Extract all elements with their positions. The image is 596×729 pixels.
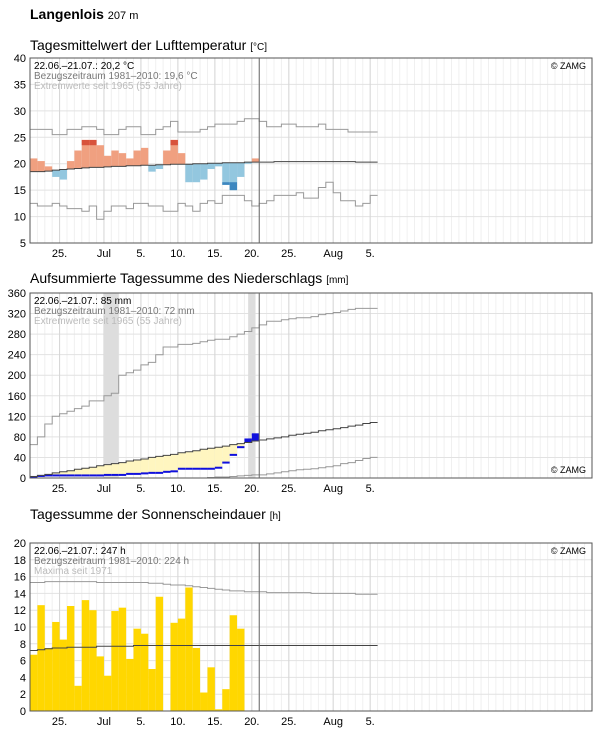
sunshine-bar [45,648,52,711]
x-tick-label: 25. [281,248,297,260]
y-tick-label: 15 [13,185,26,198]
temperature-bar [97,145,104,167]
legend-entry: Maxima seit 1971 [34,566,113,577]
deficit-area [141,459,148,473]
x-tick-label: 5. [365,483,375,495]
deficit-area [82,468,89,475]
temperature-bar [67,161,74,169]
x-tick-label: 15. [207,483,223,495]
x-tick-label: Jul [96,248,111,260]
x-tick-label: 20. [244,248,260,260]
x-tick-label: Jul [96,716,111,728]
deficit-area [207,448,214,469]
y-tick-label: 10 [13,211,26,224]
temperature-bar-extreme [89,140,96,145]
deficit-area [97,466,104,476]
temperature-bar [156,165,163,169]
deficit-area [215,447,222,468]
sunshine-chart [14,538,592,728]
y-tick-label: 80 [13,431,26,444]
sunshine-bar [222,689,229,711]
y-tick-label: 5 [19,238,26,250]
temperature-bar-extreme [82,140,89,145]
deficit-area [200,449,207,469]
sunshine-bar [148,669,155,711]
temperature-bar [200,164,207,180]
y-tick-label: 4 [19,672,26,685]
temperature-bar [163,151,170,165]
y-tick-label: 20 [13,538,26,550]
sunshine-bar [111,611,118,711]
temperature-bar [252,158,259,162]
y-tick-label: 30 [13,105,26,118]
x-tick-label: 10. [170,483,186,495]
credit-label: © ZAMG [550,546,586,556]
y-tick-label: 14 [13,588,26,601]
temperature-unit: [°C] [250,42,267,53]
deficit-area [193,451,200,469]
y-tick-label: 8 [19,638,26,651]
y-tick-label: 200 [7,370,26,383]
sunshine-bar [82,600,89,711]
x-tick-label: 25. [51,716,68,728]
temperature-bar [30,158,37,171]
sunshine-bar [200,693,207,711]
sunshine-bar [30,655,37,711]
sunshine-bar [171,623,178,711]
sunshine-title-text: Tagessumme der Sonnenscheindauer [30,506,266,522]
legend-entry: Bezugszeitraum 1981–2010: 19,6 °C [34,71,198,82]
x-tick-label: 10. [170,716,186,728]
temperature-title-text: Tagesmittelwert der Lufttemperatur [30,37,247,53]
sunshine-bar [230,615,237,711]
temperature-bar-extreme [171,140,178,145]
temperature-bar [104,156,111,167]
temperature-bar [60,170,67,180]
legend-entry: 22.06.–21.07.: 247 h [34,546,126,557]
y-tick-label: 18 [13,554,26,567]
deficit-area [119,463,126,475]
y-tick-label: 6 [19,655,26,668]
y-tick-label: 2 [19,689,26,702]
x-tick-label: 25. [51,483,68,495]
temperature-bar [207,163,214,169]
x-tick-label: Aug [323,248,343,260]
legend-entry: Bezugszeitraum 1981–2010: 72 mm [34,306,195,317]
station-elevation: 207 m [107,10,139,22]
x-tick-label: Aug [323,483,343,495]
sunshine-bar [193,648,200,711]
y-tick-label: 12 [13,605,26,618]
x-tick-label: 25. [281,483,297,495]
sunshine-bar [237,629,244,711]
x-tick-label: 20. [244,716,260,728]
sunshine-bars [30,588,244,711]
sunshine-bar [156,597,163,711]
x-tick-label: 25. [51,248,68,260]
legend-entry: Bezugszeitraum 1981–2010: 224 h [34,556,190,567]
sunshine-bar [67,606,74,711]
y-tick-label: 20 [13,158,26,171]
x-tick-label: 5. [365,716,375,728]
x-tick-label: Aug [323,716,343,728]
sunshine-bar [60,640,67,711]
y-tick-label: 280 [7,329,26,342]
y-tick-label: 25 [13,132,26,145]
deficit-area [126,461,133,474]
x-tick-label: 20. [244,483,260,495]
x-tick-label: 10. [170,248,186,260]
temperature-bar [178,153,185,164]
sunshine-bar [74,686,81,711]
y-tick-label: 40 [13,53,26,65]
temperature-bar [193,164,200,183]
precipitation-unit: [mm] [326,275,349,286]
station-name: Langenlois [30,6,104,22]
legend-entry: 22.06.–21.07.: 20,2 °C [34,61,135,72]
credit-label: © ZAMG [550,465,586,475]
y-tick-label: 360 [7,288,26,300]
temperature-bar [222,163,229,185]
temperature-bar [111,151,118,167]
deficit-area [156,456,163,472]
missing-data-band [248,293,255,478]
temperature-bar-extreme [222,182,229,185]
legend-entry: Extremwerte seit 1965 (55 Jahre) [34,316,182,327]
y-tick-label: 320 [7,308,26,321]
legend-entry: Extremwerte seit 1965 (55 Jahre) [34,81,182,92]
x-tick-label: 5. [136,483,146,495]
deficit-area [148,457,155,472]
sunshine-bar [52,622,59,711]
precipitation-areas [30,434,259,477]
x-tick-label: 5. [365,248,375,260]
temperature-bar [141,148,148,165]
y-tick-label: 160 [7,390,26,403]
deficit-area [185,452,192,469]
y-tick-label: 0 [19,473,26,485]
precipitation-title-text: Aufsummierte Tagessumme des Niederschlags [30,270,323,286]
temperature-bar [119,153,126,166]
sunshine-bar [185,588,192,711]
temperature-bar [134,151,141,166]
credit-label: © ZAMG [550,61,586,71]
temperature-bar [148,165,155,171]
temperature-bar [237,163,244,177]
deficit-area [230,445,237,455]
temperature-chart [14,53,592,260]
deficit-area [134,460,141,474]
deficit-area [222,446,229,462]
x-tick-label: Jul [96,483,111,495]
y-tick-label: 120 [7,411,26,424]
sunshine-bar [97,656,104,711]
sunshine-bar [37,605,44,711]
sunshine-bar [207,667,214,711]
sunshine-bar [89,610,96,711]
x-tick-label: 5. [136,716,146,728]
y-tick-label: 0 [19,706,26,718]
x-tick-label: 15. [207,248,223,260]
temperature-bar [74,151,81,169]
y-tick-label: 35 [13,79,26,92]
x-tick-label: 5. [136,248,146,260]
sunshine-unit: [h] [269,511,281,522]
y-tick-label: 16 [13,571,26,584]
temperature-bar [37,161,44,172]
y-tick-label: 40 [13,452,26,465]
temperature-bar-extreme [230,182,237,190]
deficit-area [111,464,118,475]
sunshine-bar [126,659,133,711]
deficit-area [89,467,96,475]
y-tick-label: 240 [7,349,26,362]
deficit-area [171,454,178,471]
sunshine-bar [104,676,111,711]
deficit-area [163,455,170,471]
temperature-bar [126,158,133,165]
temperature-bar [52,170,59,177]
precipitation-chart [8,288,592,495]
x-tick-label: 25. [281,716,297,728]
temperature-bar [45,166,52,171]
sunshine-bar [119,608,126,711]
deficit-area [104,465,111,475]
surplus-area [252,434,259,441]
deficit-area [178,453,185,469]
sunshine-bar [134,629,141,711]
legend-entry: 22.06.–21.07.: 85 mm [34,296,132,307]
sunshine-bar [178,619,185,711]
y-tick-label: 10 [13,622,26,634]
temperature-bar [185,164,192,182]
x-tick-label: 15. [207,716,223,728]
